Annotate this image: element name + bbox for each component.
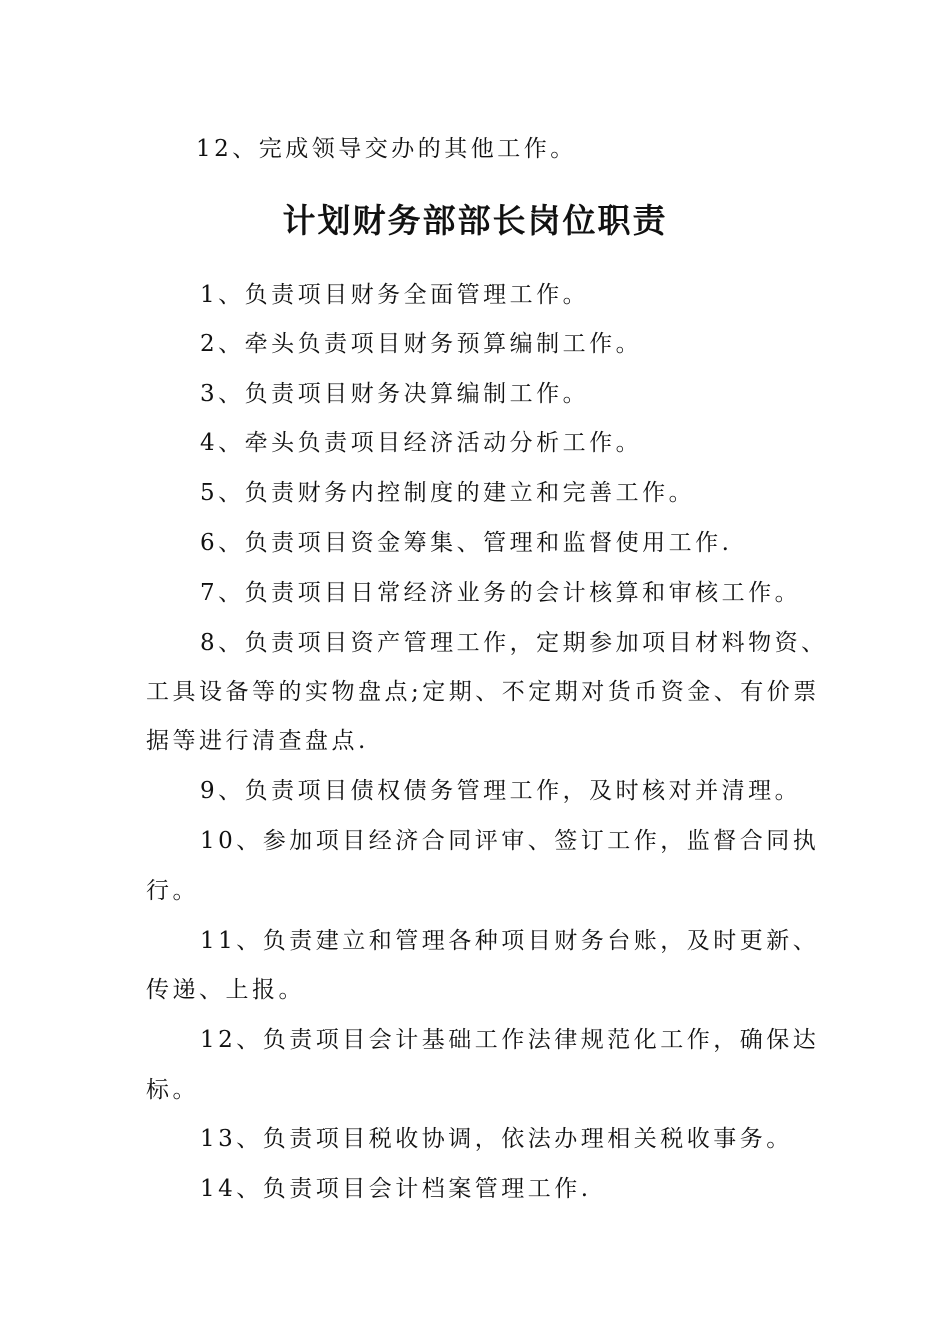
duty-item: 10、参加项目经济合同评审、签订工作，监督合同执 (200, 828, 820, 854)
duty-item: 1、负责项目财务全面管理工作。 (200, 282, 590, 308)
duty-item: 8、负责项目资产管理工作，定期参加项目材料物资、 (200, 630, 828, 656)
duty-item: 11、负责建立和管理各种项目财务台账，及时更新、 (200, 928, 820, 954)
previous-section-item: 12、完成领导交办的其他工作。 (196, 136, 577, 162)
duty-item: 12、负责项目会计基础工作法律规范化工作，确保达 (200, 1027, 820, 1053)
duty-item: 2、牵头负责项目财务预算编制工作。 (200, 331, 643, 357)
duty-item: 7、负责项目日常经济业务的会计核算和审核工作。 (200, 580, 802, 606)
duty-item: 14、负责项目会计档案管理工作. (200, 1176, 592, 1202)
duty-item: 9、负责项目债权债务管理工作，及时核对并清理。 (200, 778, 802, 804)
duty-item-continuation: 据等进行清查盘点. (146, 728, 369, 754)
page-title: 计划财务部部长岗位职责 (282, 201, 668, 240)
duty-item-continuation: 标。 (146, 1077, 199, 1103)
duty-item: 4、牵头负责项目经济活动分析工作。 (200, 430, 643, 456)
duty-item: 5、负责财务内控制度的建立和完善工作。 (200, 480, 696, 506)
duty-item: 13、负责项目税收协调，依法办理相关税收事务。 (200, 1126, 793, 1152)
duty-item: 6、负责项目资金筹集、管理和监督使用工作. (200, 530, 733, 556)
duty-item-continuation: 传递、上报。 (146, 977, 305, 1003)
duty-item-continuation: 行。 (146, 878, 199, 904)
duty-item: 3、负责项目财务决算编制工作。 (200, 381, 590, 407)
duty-item-continuation: 工具设备等的实物盘点;定期、不定期对货币资金、有价票 (146, 679, 820, 705)
